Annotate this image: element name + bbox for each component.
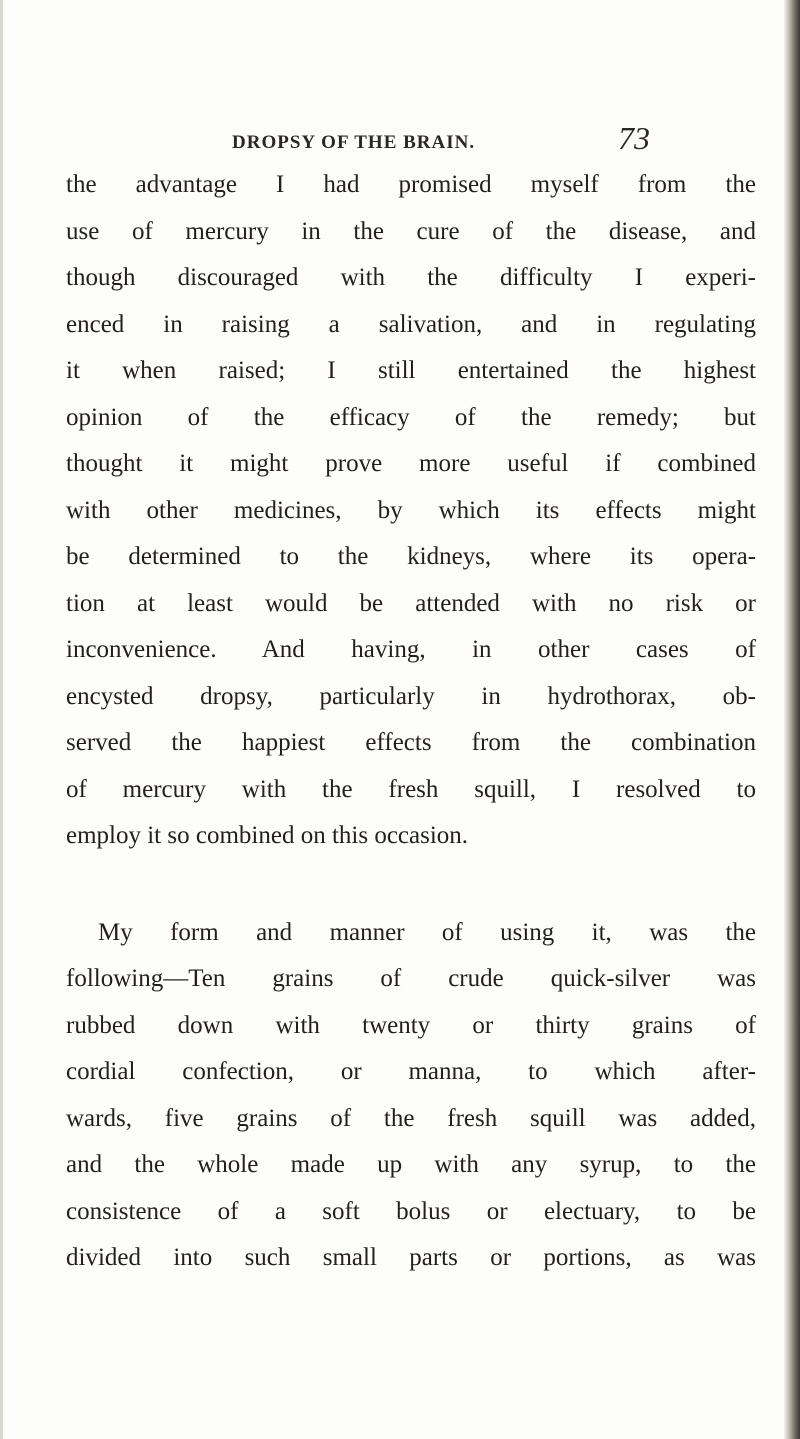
- text-line: served the happiest effects from the combination: [66, 729, 756, 756]
- text-line: opinion of the efficacy of the remedy; but: [66, 403, 756, 431]
- paragraph-1: [66, 162, 756, 860]
- text-line: following—Ten grains of crude quick-silver was: [66, 965, 756, 992]
- text-line: wards, five grains of the fresh squill was added,: [66, 1104, 756, 1132]
- text-line: thought it might prove more useful if combined: [66, 450, 756, 477]
- text-line: be determined to the kidneys, where its opera-: [66, 543, 756, 570]
- body-text: [66, 162, 756, 1282]
- running-head: DROPSY OF THE BRAIN.: [232, 132, 476, 153]
- text-line: with other medicines, by which its effects might: [66, 496, 756, 524]
- text-line: enced in raising a salivation, and in regulating: [66, 310, 756, 338]
- paragraph-2: [66, 910, 756, 1282]
- text-line: inconvenience. And having, in other cases of: [66, 636, 756, 663]
- text-line: encysted dropsy, particularly in hydrothorax, ob-: [66, 682, 756, 710]
- text-line: tion at least would be attended with no risk or: [66, 589, 756, 617]
- text-line: cordial confection, or manna, to which after-: [66, 1058, 756, 1085]
- text-line: of mercury with the fresh squill, I resolved to: [66, 775, 756, 803]
- page-number: 73: [618, 120, 650, 156]
- text-line: the advantage I had promised myself from the: [66, 171, 756, 198]
- page-spine-shadow: [784, 0, 800, 1439]
- text-line: divided into such small parts or portions, as was: [66, 1244, 756, 1271]
- text-line: consistence of a soft bolus or electuary, to be: [66, 1197, 756, 1225]
- text-line: though discouraged with the difficulty I experi-: [66, 264, 756, 291]
- text-line: employ it so combined on this occasion.: [66, 822, 469, 849]
- paragraph-gap: [66, 860, 756, 910]
- page-left-edge: [0, 0, 3, 1439]
- text-line: it when raised; I still entertained the highest: [66, 357, 756, 384]
- text-line: and the whole made up with any syrup, to the: [66, 1151, 756, 1178]
- text-line: My form and manner of using it, was the: [98, 918, 756, 946]
- text-line: use of mercury in the cure of the disease, and: [66, 217, 756, 245]
- text-line: rubbed down with twenty or thirty grains of: [66, 1011, 756, 1039]
